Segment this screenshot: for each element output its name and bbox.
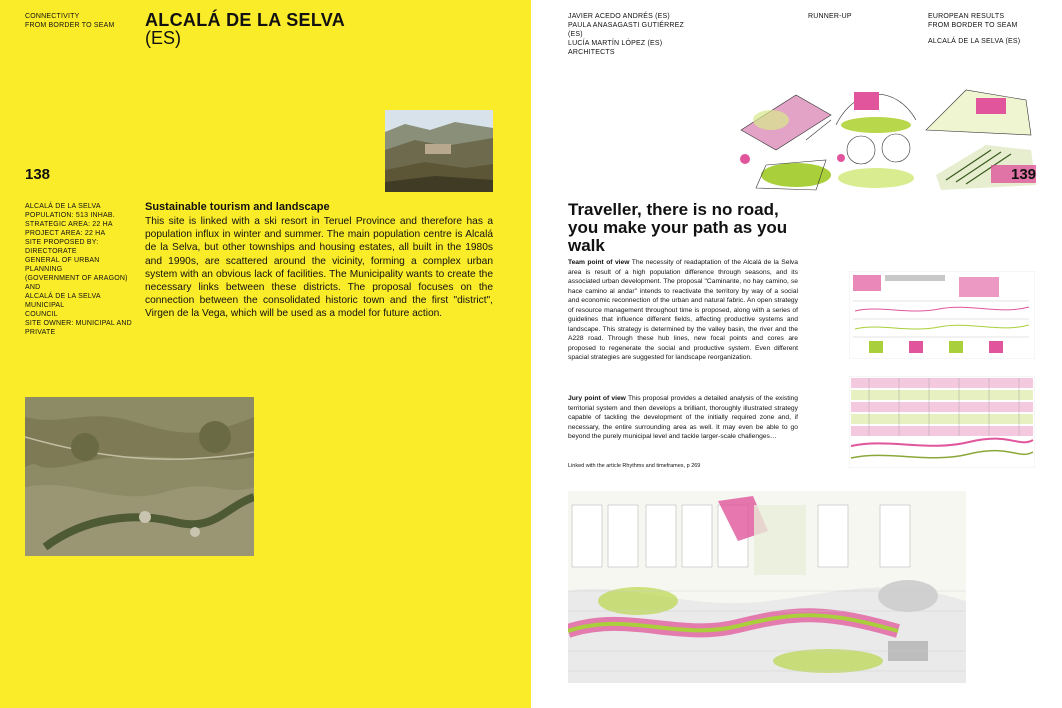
fact-line: ALCALÁ DE LA SELVA — [25, 203, 101, 210]
jury-label: Jury point of view — [568, 395, 626, 402]
results-line: FROM BORDER TO SEAM — [928, 22, 1018, 29]
facts-list — [25, 202, 135, 337]
page-title: ALCALÁ DE LA SELVA — [145, 10, 346, 30]
fact-line: GENERAL OF URBAN PLANNING — [25, 257, 100, 273]
landscape-photo — [385, 110, 493, 192]
author-line: JAVIER ACEDO ANDRÉS (ES) — [568, 13, 670, 20]
site-label: ALCALÁ DE LA SELVA (ES) — [928, 38, 1021, 45]
page-number: 139 — [1011, 166, 1037, 183]
jury-point-of-view — [568, 394, 798, 442]
country-code: (ES) — [145, 28, 181, 48]
results-label — [928, 12, 1018, 30]
masterplan-board — [568, 491, 966, 683]
author-line: LUCÍA MARTÍN LÓPEZ (ES) — [568, 40, 663, 47]
fact-line: (GOVERNMENT OF ARAGON) AND — [25, 275, 128, 291]
team-point-of-view — [568, 258, 798, 363]
author-line: ARCHITECTS — [568, 49, 615, 56]
team-label: Team point of view — [568, 259, 630, 266]
section-title: Sustainable tourism and landscape — [145, 201, 330, 213]
authors-list — [568, 12, 684, 57]
jury-text: This proposal provides a detailed analysis of the existing territorial system and then develops a brilliant, thoroughly illustrated strategy capable of tackling the development of the initially required zone and, if necessary, the entire surrounding area as well. It may even be able to go beyond the purely municipal level and tackle larger-scale challenges… — [568, 395, 798, 440]
fact-line: STRATEGIC AREA: 22 HA — [25, 221, 113, 228]
body-text: This site is linked with a ski resort in Teruel Province and therefore has a population influx in winter and summer. The main population centre is Alcalá de la Selva, but other townships and housing estates, all built in the 1980s and 1990s, are scattered around the vicinity, forming a complex urban system with an obvious lack of facilities. The Municipality wants to create the necessary links between these districts. The proposal focuses on the connection between the consolidated historic town and the first "district", Virgen de la Vega, which will be used as a model for future action. — [145, 216, 493, 320]
fact-line: SITE PROPOSED BY: DIRECTORATE — [25, 239, 99, 255]
author-line: (ES) — [568, 31, 583, 38]
page-number: 138 — [25, 166, 51, 183]
fact-line: COUNCIL — [25, 311, 58, 318]
linked-article-note: Linked with the article Rhythms and timeframes, p 269 — [568, 463, 701, 469]
author-line: PAULA ANASAGASTI GUTIÉRREZ — [568, 22, 684, 29]
strategy-panel-2 — [849, 376, 1035, 468]
article-heading: Traveller, there is no road, you make your path as you walk — [568, 200, 788, 255]
category-label — [25, 12, 115, 30]
award-label: RUNNER-UP — [808, 13, 852, 20]
fact-line: PRIVATE — [25, 329, 56, 336]
fact-line: ALCALÁ DE LA SELVA MUNICIPAL — [25, 293, 101, 309]
category-line: CONNECTIVITY — [25, 13, 80, 20]
team-text: The necessity of readaptation of the Alcalá de la Selva area is result of a high population difference through seasons, and its associated urban development. The proposal "Caminante, no hay camino, se hace camino al andar" intends to reactivate the territory by way of a social and economic reconnection of the urban and natural fabric. An open strategy of resource management throughout time is proposed, along with a series of guidelines that influence different fields, affecting productive systems and landscape. This strategy is determined by the valley basin, the river and the A228 road. Through these hub lines, new focal points and cores are proposed to regenerate the social and productive system. Even different spacial strategies are suggested for landscape reorganization. — [568, 259, 798, 361]
sketch-illustrations — [736, 80, 1036, 192]
aerial-photo — [25, 397, 254, 556]
category-line: FROM BORDER TO SEAM — [25, 22, 115, 29]
right-page — [531, 0, 1062, 708]
fact-line: PROJECT AREA: 22 HA — [25, 230, 106, 237]
fact-line: POPULATION: 513 INHAB. — [25, 212, 115, 219]
fact-line: SITE OWNER: MUNICIPAL AND — [25, 320, 132, 327]
strategy-panel-1 — [849, 271, 1035, 359]
results-line: EUROPEAN RESULTS — [928, 13, 1005, 20]
